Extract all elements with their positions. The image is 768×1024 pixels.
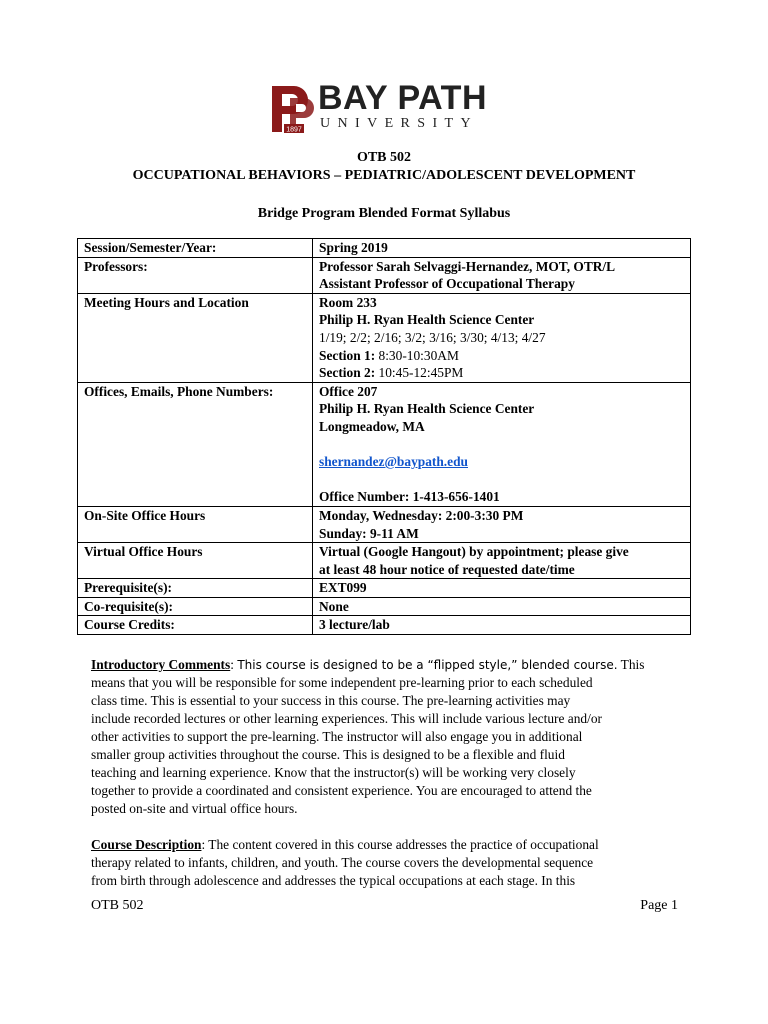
prereq-label: Prerequisite(s): bbox=[78, 579, 313, 598]
professor-name: Professor Sarah Selvaggi-Hernandez, MOT, OTR/L bbox=[319, 258, 616, 274]
table-row bbox=[78, 597, 691, 616]
virtual-hours-line-1: Virtual (Google Hangout) by appointment; please give bbox=[319, 544, 629, 560]
footer-course-code: OTB 502 bbox=[91, 898, 144, 913]
syllabus-title: Bridge Program Blended Format Syllabus bbox=[257, 206, 511, 221]
course-title: OCCUPATIONAL BEHAVIORS – PEDIATRIC/ADOLESCENT DEVELOPMENT bbox=[132, 168, 636, 183]
office-phone: Office Number: 1-413-656-1401 bbox=[319, 489, 500, 505]
course-code: OTB 502 bbox=[356, 150, 412, 165]
intro-line bbox=[91, 656, 685, 674]
table-row bbox=[78, 382, 691, 506]
table-row bbox=[78, 293, 691, 382]
offices-label: Offices, Emails, Phone Numbers: bbox=[78, 382, 313, 506]
credits-value: 3 lecture/lab bbox=[313, 616, 691, 635]
table-row bbox=[78, 506, 691, 542]
section-1 bbox=[319, 347, 684, 365]
university-logo bbox=[270, 79, 500, 134]
virtual-hours-label: Virtual Office Hours bbox=[78, 543, 313, 579]
table-row bbox=[78, 543, 691, 579]
intro-line: teaching and learning experience. Know that the instructor(s) will be working very closely bbox=[91, 765, 576, 780]
course-info-table bbox=[77, 238, 691, 635]
credits-label: Course Credits: bbox=[78, 616, 313, 635]
email-link[interactable]: shernandez@baypath.edu bbox=[319, 454, 468, 470]
logo-year: 1897 bbox=[286, 126, 302, 134]
virtual-hours-line-2: at least 48 hour notice of requested date/time bbox=[319, 561, 575, 577]
coreq-value: None bbox=[313, 597, 691, 616]
logo-subtitle: UNIVERSITY bbox=[320, 116, 478, 131]
professors-value bbox=[313, 257, 691, 293]
desc-line: therapy related to infants, children, and youth. The course covers the developmental sequence bbox=[91, 855, 594, 870]
course-description bbox=[91, 836, 685, 890]
intro-heading: Introductory Comments bbox=[91, 657, 231, 672]
intro-first-tail: This bbox=[617, 657, 645, 672]
intro-line: together to provide a coordinated and consistent experience. You are encouraged to attend the bbox=[91, 783, 592, 798]
table-row bbox=[78, 257, 691, 293]
onsite-hours-sunday: Sunday: 9-11 AM bbox=[319, 525, 419, 541]
meeting-value bbox=[313, 293, 691, 382]
meeting-label: Meeting Hours and Location bbox=[78, 293, 313, 382]
professors-label: Professors: bbox=[78, 257, 313, 293]
intro-line: means that you will be responsible for some independent pre-learning prior to each scheduled bbox=[91, 675, 593, 690]
introductory-comments bbox=[91, 656, 685, 818]
intro-line: smaller group activities throughout the course. This is designed to be a flexible and fluid bbox=[91, 747, 565, 762]
intro-first-sentence: This course is designed to be a “flipped style,” blended course. bbox=[237, 658, 618, 672]
office-room: Office 207 bbox=[319, 383, 378, 399]
table-row bbox=[78, 239, 691, 258]
office-building: Philip H. Ryan Health Science Center bbox=[319, 401, 535, 417]
virtual-hours-value bbox=[313, 543, 691, 579]
page-number: Page 1 bbox=[640, 898, 678, 913]
section-1-label: Section 1: bbox=[319, 347, 376, 363]
intro-line: class time. This is essential to your success in this course. The pre-learning activities may bbox=[91, 693, 571, 708]
logo-mark-icon bbox=[270, 84, 314, 134]
logo-wordmark: BAY PATH bbox=[318, 79, 488, 117]
onsite-hours-weekday: Monday, Wednesday: 2:00-3:30 PM bbox=[319, 507, 524, 523]
intro-line: include recorded lectures or other learning experiences. This will include various lecture and/or bbox=[91, 711, 603, 726]
section-2-label: Section 2: bbox=[319, 365, 376, 381]
office-city: Longmeadow, MA bbox=[319, 418, 425, 434]
section-2-time: 10:45-12:45PM bbox=[375, 365, 464, 381]
meeting-dates: 1/19; 2/2; 2/16; 3/2; 3/16; 3/30; 4/13; 4/27 bbox=[319, 329, 546, 345]
section-2 bbox=[319, 364, 684, 382]
intro-line: other activities to support the pre-learning. The instructor will also engage you in additional bbox=[91, 729, 583, 744]
desc-line bbox=[91, 836, 685, 854]
coreq-label: Co-requisite(s): bbox=[78, 597, 313, 616]
meeting-building: Philip H. Ryan Health Science Center bbox=[319, 312, 535, 328]
desc-heading: Course Description bbox=[91, 837, 202, 852]
onsite-hours-label: On-Site Office Hours bbox=[78, 506, 313, 542]
table-row bbox=[78, 579, 691, 598]
desc-first-tail: : The content covered in this course addresses the practice of occupational bbox=[201, 837, 599, 852]
onsite-hours-value bbox=[313, 506, 691, 542]
meeting-room: Room 233 bbox=[319, 294, 377, 310]
section-1-time: 8:30-10:30AM bbox=[375, 347, 459, 363]
session-label: Session/Semester/Year: bbox=[78, 239, 313, 258]
desc-line: from birth through adolescence and addresses the typical occupations at each stage. In this bbox=[91, 873, 576, 888]
session-value: Spring 2019 bbox=[313, 239, 691, 258]
professor-title: Assistant Professor of Occupational Therapy bbox=[319, 276, 575, 292]
blank-line bbox=[319, 471, 684, 489]
offices-value bbox=[313, 382, 691, 506]
prereq-value: EXT099 bbox=[313, 579, 691, 598]
intro-line: posted on-site and virtual office hours. bbox=[91, 801, 298, 816]
blank-line bbox=[319, 436, 684, 454]
table-row bbox=[78, 616, 691, 635]
intro-separator: : bbox=[230, 657, 238, 672]
